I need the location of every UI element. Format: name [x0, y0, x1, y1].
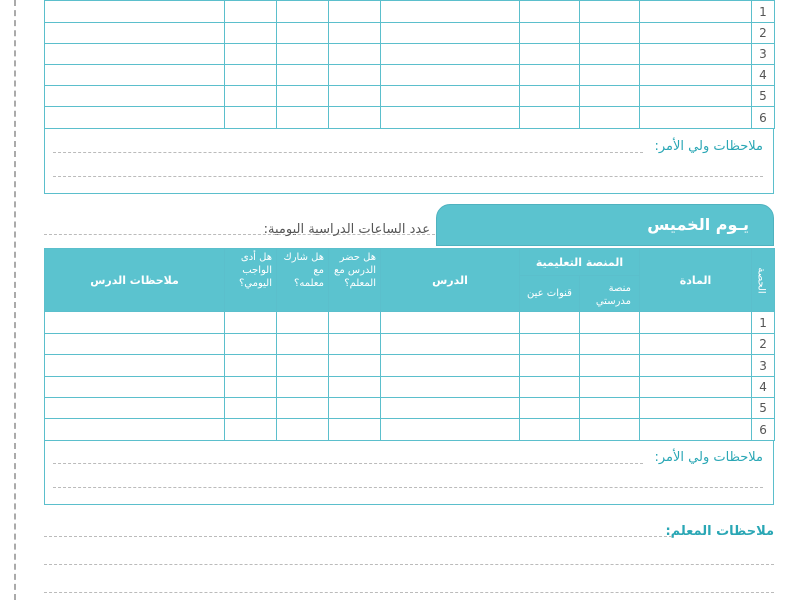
period-number: 3 — [752, 355, 775, 377]
teacher-notes-label: ملاحظات المعلم: — [665, 524, 774, 539]
table-row — [45, 107, 775, 129]
parent-notes-line[interactable] — [53, 152, 643, 153]
period-number: 5 — [752, 86, 775, 107]
day-title: يـوم الخميس — [647, 215, 749, 234]
teacher-notes-line[interactable] — [44, 564, 774, 565]
period-number: 6 — [752, 419, 775, 441]
header-lesson-notes: ملاحظات الدرس — [45, 249, 225, 312]
table-row — [45, 65, 775, 86]
period-number: 4 — [752, 65, 775, 86]
header-madrasati: منصة مدرستي — [580, 276, 640, 312]
table-row — [45, 377, 775, 398]
period-number: 2 — [752, 334, 775, 355]
parent-notes-label: ملاحظات ولي الأمر: — [654, 139, 763, 154]
header-ain: قنوات عين — [520, 276, 580, 312]
previous-day-table — [44, 0, 775, 129]
period-number: 4 — [752, 377, 775, 398]
daily-hours-label: عدد الساعات الدراسية اليومية: — [263, 222, 430, 237]
table-row — [45, 86, 775, 107]
parent-notes-line[interactable] — [53, 487, 763, 488]
parent-notes-line[interactable] — [53, 463, 643, 464]
header-platform: المنصة التعليمية — [520, 249, 640, 276]
table-row — [45, 23, 775, 44]
period-number: 5 — [752, 398, 775, 419]
table-row — [45, 419, 775, 441]
header-period: الحصة — [752, 249, 775, 312]
header-participated: هل شارك مع معلمه؟ — [277, 249, 329, 312]
table-row — [45, 312, 775, 334]
header-subject: المادة — [640, 249, 752, 312]
parent-notes-box — [44, 440, 774, 505]
parent-notes-line[interactable] — [53, 176, 763, 177]
teacher-notes-line[interactable] — [44, 536, 672, 537]
parent-notes-label: ملاحظات ولي الأمر: — [654, 450, 763, 465]
header-lesson: الدرس — [381, 249, 520, 312]
parent-notes-box — [44, 129, 774, 194]
period-number: 6 — [752, 107, 775, 129]
period-number: 1 — [752, 312, 775, 334]
period-number: 3 — [752, 44, 775, 65]
thursday-table — [44, 248, 775, 441]
header-attended: هل حضر الدرس مع المعلم؟ — [329, 249, 381, 312]
table-row — [45, 334, 775, 355]
period-number: 2 — [752, 23, 775, 44]
table-row — [45, 44, 775, 65]
period-number: 1 — [752, 1, 775, 23]
page-margin-dashed-line — [14, 0, 16, 600]
table-row — [45, 398, 775, 419]
table-row — [45, 1, 775, 23]
teacher-notes-line[interactable] — [44, 592, 774, 593]
header-homework: هل أدى الواجب اليومي؟ — [225, 249, 277, 312]
table-row — [45, 355, 775, 377]
day-tab-thursday — [436, 204, 774, 246]
header-row — [45, 249, 775, 276]
